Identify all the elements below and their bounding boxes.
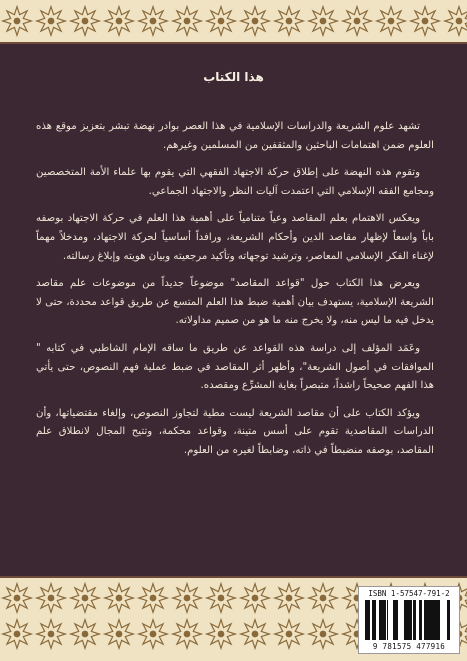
barcode-bar bbox=[375, 600, 376, 640]
ornament-tile bbox=[139, 620, 168, 649]
barcode-bar bbox=[432, 600, 433, 640]
barcode-bar bbox=[387, 600, 388, 640]
barcode-bar bbox=[381, 600, 384, 640]
ornament-tile bbox=[71, 584, 100, 613]
barcode-bar bbox=[426, 600, 429, 640]
barcode-bar bbox=[413, 600, 416, 640]
barcode-bar bbox=[419, 600, 422, 640]
ornament-tile bbox=[241, 620, 270, 649]
ornament-tile bbox=[343, 7, 372, 36]
barcode-label bbox=[358, 586, 460, 654]
ornament-tile bbox=[173, 7, 202, 36]
ornament-tile bbox=[377, 7, 406, 36]
barcode-bar bbox=[369, 600, 370, 640]
barcode-bar bbox=[395, 600, 396, 640]
ornament-tile bbox=[309, 620, 338, 649]
barcode-bar bbox=[396, 600, 398, 640]
ornament-tile bbox=[37, 7, 66, 36]
barcode-bar bbox=[404, 600, 406, 640]
description-text bbox=[36, 118, 434, 470]
ornament-tile bbox=[411, 7, 440, 36]
ornament-tile bbox=[241, 7, 270, 36]
barcode-bar bbox=[384, 600, 386, 640]
ornament-tile bbox=[241, 584, 270, 613]
ornament-tile bbox=[37, 584, 66, 613]
barcode-bar bbox=[436, 600, 438, 640]
ornament-tile bbox=[139, 7, 168, 36]
ornament-tile bbox=[275, 620, 304, 649]
ornament-tile bbox=[275, 7, 304, 36]
ornament-tile bbox=[207, 584, 236, 613]
ornament-tile bbox=[105, 584, 134, 613]
paragraph: ويؤكد الكتاب على أن مقاصد الشريعة ليست مطية لتجاوز النصوص، وإلغاء مقتضياتها، وأن الدراسات المقاصدية تقوم على أسس متينة، وقواعد محكمة، وتتيح المجال لانطلاق علم المقاصد، بوصفه منضبطاً في ذاته، وضابطاً لغيره من العلوم. bbox=[36, 407, 434, 456]
paragraph: وتقوم هذه النهضة على إطلاق حركة الاجتهاد الفقهي التي يقوم بها علماء الأمة المتخصصين ومجامع الفقه الإسلامي التي اعتمدت آليات النظر والاجتهاد الجماعي. bbox=[36, 167, 434, 197]
ornament-tile bbox=[207, 620, 236, 649]
ornament-tile bbox=[275, 584, 304, 613]
barcode-bar bbox=[433, 600, 436, 640]
paragraph: تشهد علوم الشريعة والدراسات الإسلامية في هذا العصر بوادر نهضة تبشر بتعزيز موقع هذه العلوم ضمن اهتمامات الباحثين والمثقفين من المسلمين وغيرهم. bbox=[36, 121, 434, 151]
barcode-bar bbox=[406, 600, 409, 640]
ornament-tile bbox=[105, 620, 134, 649]
barcode-bar bbox=[409, 600, 412, 640]
barcode-bar bbox=[379, 600, 381, 640]
barcode-bar bbox=[438, 600, 440, 640]
barcode-number: 9 781575 477916 bbox=[372, 642, 446, 651]
ornament-tile bbox=[3, 620, 32, 649]
barcode-bar bbox=[372, 600, 375, 640]
ornament-tile bbox=[173, 620, 202, 649]
ornament-tile bbox=[3, 584, 32, 613]
ornament-tile bbox=[309, 584, 338, 613]
ornament-tile bbox=[3, 7, 32, 36]
ornament-tile bbox=[445, 7, 467, 36]
barcode-bar bbox=[429, 600, 432, 640]
barcode-bar bbox=[424, 600, 426, 640]
ornament-tile bbox=[71, 7, 100, 36]
paragraph: ويعرض هذا الكتاب حول "قواعد المقاصد" موضوعاً جديداً من موضوعات علم مقاصد الشريعة الإسلامية، يستهدف بيان أهمية ضبط هذا العلم المتسع عن طريق قواعد محددة، حتى لا يدخل فيه ما ليس منه، ولا يخرج منه ما هو من صميم مداولاته. bbox=[36, 278, 434, 327]
barcode-bar bbox=[365, 600, 367, 640]
barcode-icon bbox=[365, 600, 453, 642]
ornament-tile bbox=[105, 7, 134, 36]
arabesque-pattern-top bbox=[0, 0, 467, 42]
top-ornament-band bbox=[0, 0, 467, 44]
isbn-text: ISBN 1-57547-791-2 bbox=[368, 589, 450, 598]
ornament-tile bbox=[139, 584, 168, 613]
ornament-tile bbox=[71, 620, 100, 649]
barcode-bar bbox=[447, 600, 450, 640]
cover-title: هذا الكتاب bbox=[203, 70, 264, 84]
barcode-bar bbox=[393, 600, 395, 640]
ornament-tile bbox=[173, 584, 202, 613]
paragraph: ويعكس الاهتمام بعلم المقاصد وعياً متنامياً على أهمية هذا العلم في حركة الاجتهاد بوصفه باباً واسعاً لإظهار مقاصد الدين وأحكام الشريعة، ورافداً أساسياً لحركة الاجتهاد، ومدخلاً مهماً لإغناء الفكر الإسلامي المعاصر، وترشيد توجهاته وتأكيد مرجعيته وبيان هويته وإبلاغ رسالته. bbox=[36, 213, 434, 262]
ornament-tile bbox=[37, 620, 66, 649]
barcode-bar bbox=[367, 600, 369, 640]
ornament-tile bbox=[207, 7, 236, 36]
paragraph: وعَمَد المؤلف إلى دراسة هذه القواعد عن طريق ما ساقه الإمام الشاطبي في كتابه " الموافقات في أصول الشريعة"، وأظهر أثر المقاصد في ضبط عملية فهم النصوص، حتى يأتي هذا الفهم صحيحاً راشداً، متبصراً بغاية المشرِّع ومقصده. bbox=[36, 342, 434, 392]
ornament-tile bbox=[309, 7, 338, 36]
